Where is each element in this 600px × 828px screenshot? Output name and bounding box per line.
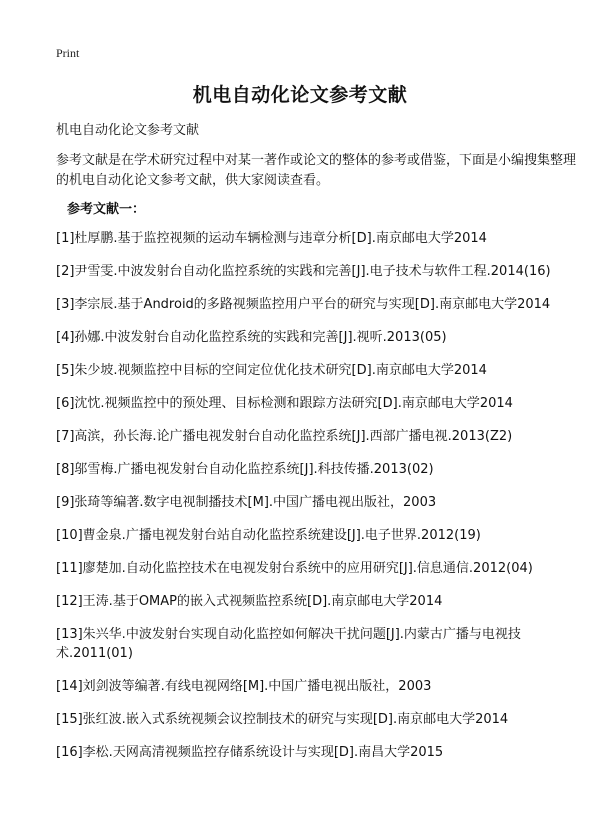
reference-item: [10]曹金泉.广播电视发射台站自动化监控系统建设[J].电子世界.2012(19)	[56, 528, 481, 543]
reference-item: [16]李松.天网高清视频监控存储系统设计与实现[D].南昌大学2015	[56, 745, 444, 760]
reference-item: [15]张红波.嵌入式系统视频会议控制技术的研究与实现[D].南京邮电大学2014	[56, 712, 509, 727]
reference-item: [1]杜厚鹏.基于监控视频的运动车辆检测与违章分析[D].南京邮电大学2014	[56, 231, 487, 246]
reference-item: [11]廖楚加.自动化监控技术在电视发射台系统中的应用研究[J].信息通信.2012(04)	[56, 561, 533, 576]
reference-item: [3]李宗辰.基于Android的多路视频监控用户平台的研究与实现[D].南京邮电大学2014	[56, 297, 551, 312]
page-title: 机电自动化论文参考文献	[192, 84, 408, 106]
document-subtitle: 机电自动化论文参考文献	[56, 123, 200, 138]
reference-item: [4]孙娜.中波发射台自动化监控系统的实践和完善[J].视听.2013(05)	[56, 330, 447, 345]
reference-item: [2]尹雪雯.中波发射台自动化监控系统的实践和完善[J].电子技术与软件工程.2014(16)	[56, 264, 551, 279]
section-heading: 参考文献一：	[67, 202, 146, 217]
reference-item: [12]王涛.基于OMAP的嵌入式视频监控系统[D].南京邮电大学2014	[56, 594, 443, 609]
reference-item: [6]沈忱.视频监控中的预处理、目标检测和跟踪方法研究[D].南京邮电大学2014	[56, 396, 513, 411]
reference-item: [13]朱兴华.中波发射台实现自动化监控如何解决干扰问题[J].内蒙古广播与电视技术.2011(01)	[56, 627, 521, 661]
reference-item: [9]张琦等编著.数字电视制播技术[M].中国广播电视出版社，2003	[56, 495, 437, 510]
reference-item: [8]邬雪梅.广播电视发射台自动化监控系统[J].科技传播.2013(02)	[56, 462, 434, 477]
print-link[interactable]: Print	[56, 46, 80, 60]
reference-item: [14]刘剑波等编著.有线电视网络[M].中国广播电视出版社，2003	[56, 679, 432, 694]
reference-item: [7]高滨，孙长海.论广播电视发射台自动化监控系统[J].西部广播电视.2013(Z2)	[56, 429, 513, 444]
intro-paragraph: 参考文献是在学术研究过程中对某一著作或论文的整体的参考或借鉴，下面是小编搜集整理的机电自动化论文参考文献，供大家阅读查看。	[56, 153, 577, 188]
reference-item: [5]朱少坡.视频监控中目标的空间定位优化技术研究[D].南京邮电大学2014	[56, 363, 487, 378]
reference-list	[56, 229, 576, 776]
